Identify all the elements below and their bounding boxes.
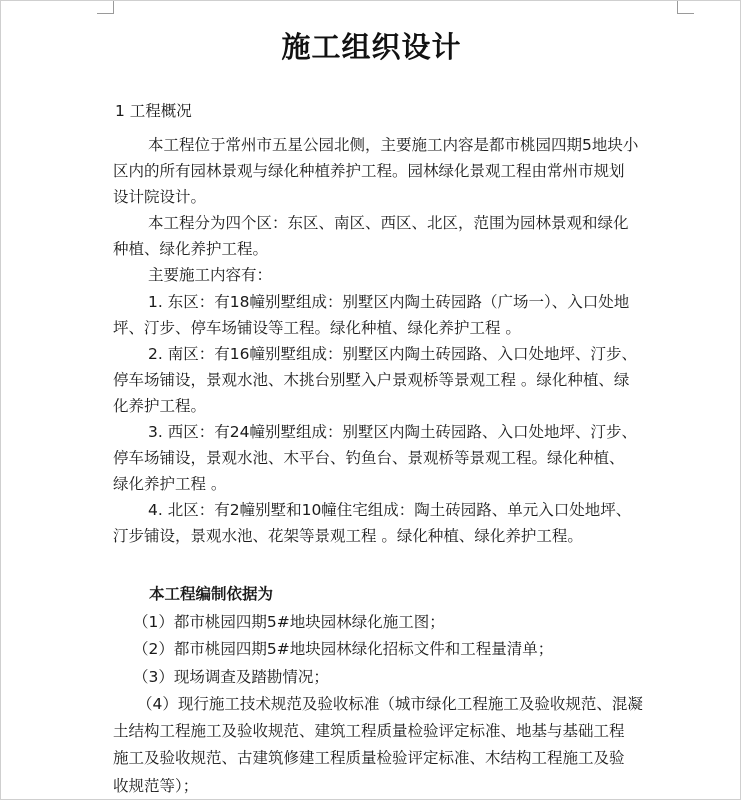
basis-item-line: （3）现场调查及踏勘情况； xyxy=(133,667,329,686)
paragraph-line: 本工程位于常州市五星公园北侧，主要施工内容是都市桃园四期5地块小 xyxy=(148,136,639,154)
section-body xyxy=(113,132,693,550)
page-corner-mark xyxy=(677,1,694,14)
list-item-line: 1. 东区：有18幢别墅组成：别墅区内陶土砖园路（广场一）、入口处地 xyxy=(148,292,630,311)
paragraph-line: 主要施工内容有： xyxy=(148,266,273,285)
list-item-line: 汀步铺设，景观水池、花架等景观工程 。绿化种植、绿化养护工程。 xyxy=(113,527,583,546)
basis-item-line: 土结构工程施工及验收规范、建筑工程质量检验评定标准、地基与基础工程 xyxy=(113,722,625,741)
basis-item-line: （4）现行施工技术规范及验收标准（城市绿化工程施工及验收规范、混凝 xyxy=(137,694,643,713)
page-corner-mark xyxy=(97,1,114,14)
basis-item-line: 收规范等）； xyxy=(113,776,199,795)
basis-item-line: （1）都市桃园四期5#地块园林绿化施工图； xyxy=(133,613,445,631)
basis-item-line: （2）都市桃园四期5#地块园林绿化招标文件和工程量清单； xyxy=(133,640,554,659)
list-item-line: 3. 西区：有24幢别墅组成：别墅区内陶土砖园路、入口处地坪、汀步、 xyxy=(148,423,637,442)
basis-list xyxy=(113,609,693,800)
list-item-line: 2. 南区：有16幢别墅组成：别墅区内陶土砖园路、入口处地坪、汀步、 xyxy=(148,344,637,363)
basis-heading: 本工程编制依据为 xyxy=(149,585,274,603)
list-item-line: 绿化养护工程 。 xyxy=(113,475,227,494)
list-item-line: 坪、汀步、停车场铺设等工程。绿化种植、绿化养护工程 。 xyxy=(113,318,521,337)
document-title: 施工组织设计 xyxy=(281,30,462,64)
list-item-line: 化养护工程。 xyxy=(113,396,207,415)
list-item-line: 停车场铺设，景观水池、木平台、钓鱼台、景观桥等景观工程。绿化种植、 xyxy=(113,449,625,468)
paragraph-line: 区内的所有园林景观与绿化种植养护工程。园林绿化景观工程由常州市规划 xyxy=(113,162,625,181)
section-heading: 1 工程概况 xyxy=(115,102,192,120)
paragraph-line: 设计院设计。 xyxy=(113,188,207,207)
paragraph-line: 种植、绿化养护工程。 xyxy=(113,240,269,259)
basis-item-line: 施工及验收规范、古建筑修建工程质量检验评定标准、木结构工程施工及验 xyxy=(113,749,625,768)
paragraph-line: 本工程分为四个区：东区、南区、西区、北区，范围为园林景观和绿化 xyxy=(148,214,629,233)
list-item-line: 停车场铺设，景观水池、木挑台别墅入户景观桥等景观工程 。绿化种植、绿 xyxy=(113,370,630,389)
list-item-line: 4. 北区：有2幢别墅和10幢住宅组成：陶土砖园路、单元入口处地坪、 xyxy=(148,501,632,520)
